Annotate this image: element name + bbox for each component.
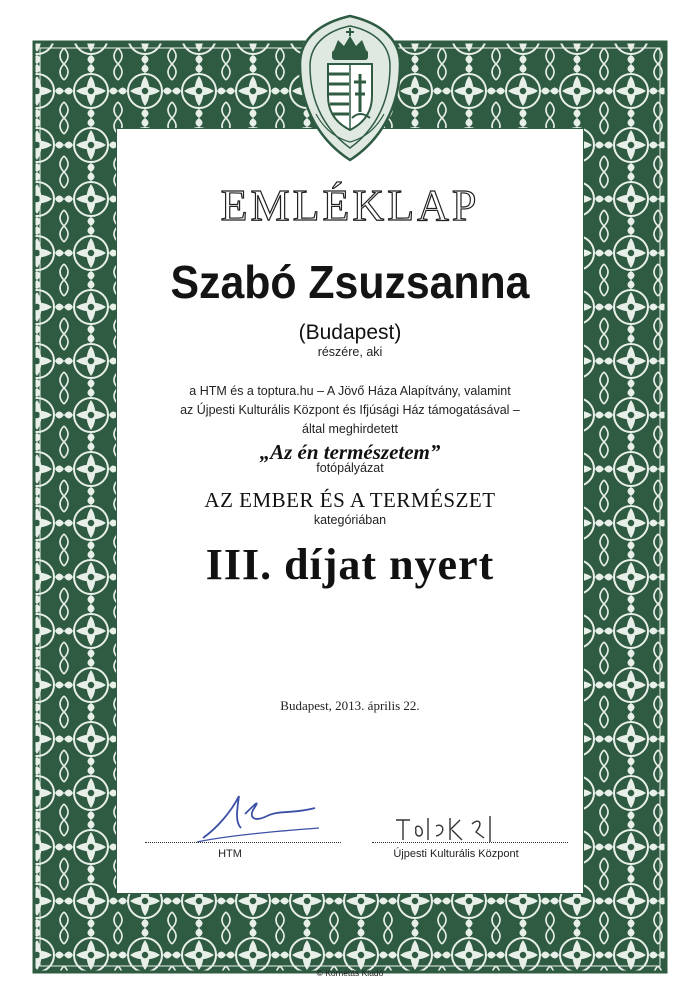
body-line: az Újpesti Kulturális Központ és Ifjúsági Ház támogatásával – [180,403,520,417]
recipient-name: Szabó Zsuzsanna [170,256,530,308]
signature-label-ujpest: Újpesti Kulturális Központ [393,848,519,860]
contest-name: „Az én természetem” [259,440,441,464]
for-line: részére, aki [317,345,383,359]
signature-line-htm [145,842,341,843]
category-name: AZ EMBER ÉS A TERMÉSZET [204,488,496,512]
hungarian-coat-of-arms-icon [298,14,402,162]
contest-type: fotópályázat [316,461,384,475]
certificate-title: EMLÉKLAP [220,181,480,230]
signature-line-ujpest [372,842,568,843]
copyright-text: © Kornétás Kiadó [316,968,384,978]
category-suffix: kategóriában [313,513,387,527]
recipient-city: (Budapest) [298,321,402,344]
body-line: a HTM és a toptura.hu – A Jövő Háza Alapítvány, valamint [189,384,511,398]
signature-ujpest [392,808,502,844]
signature-htm [195,788,325,846]
prize-text: III. díjat nyert [205,540,495,589]
place-date: Budapest, 2013. április 22. [280,698,420,713]
body-line: által meghirdetett [302,422,398,436]
signature-label-htm: HTM [218,848,242,860]
